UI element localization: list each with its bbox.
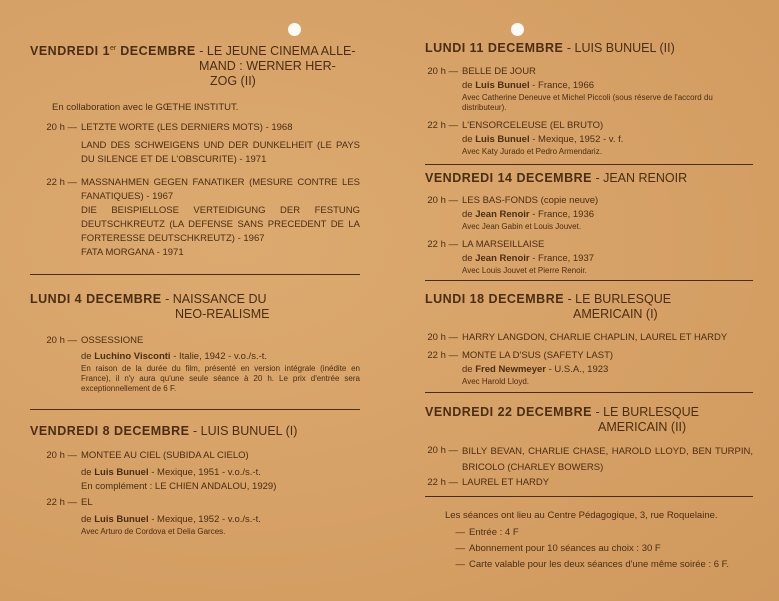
divider [30,409,360,410]
screening-row [425,65,753,113]
heading-date: LUNDI 18 DECEMBRE [425,292,565,306]
cast-note: Avec Arturo de Cordova et Delia Garces. [81,527,226,537]
film-title: BELLE DE JOUR [462,66,536,77]
screening-time: 22 h — [427,239,458,250]
section-dec-8 [30,424,360,537]
collaboration-note: En collaboration avec le GŒTHE INSTITUT. [52,102,239,114]
price-entry: Entrée : 4 F [469,527,519,538]
section-dec-18 [425,292,753,387]
screening-time: 22 h — [427,350,458,361]
divider [425,164,753,165]
film-title: LES BAS-FONDS (copie neuve) [462,195,599,206]
heading-title: - LE JEUNE CINEMA ALLE- [195,44,356,59]
heading-date: VENDREDI 8 DECEMBRE [30,424,190,439]
heading-title: - LE BURLESQUE [591,405,699,419]
film-title: LA MARSEILLAISE [462,239,545,250]
film-title: MONTEE AU CIEL (SUBIDA AL CIELO) [81,450,249,462]
film-title: LAUREL ET HARDY [462,477,550,488]
director-name: Fred Newmeyer [475,364,546,375]
screening-time: 20 h — [427,195,458,206]
heading-date-suffix: er [110,45,117,52]
price-card: Carte valable pour les deux séances d'une même soirée : 6 F. [469,559,730,570]
right-column [425,41,753,573]
screening-row [30,176,360,260]
screening-row [425,476,753,490]
section-dec-11 [425,41,753,157]
director-prefix: de [462,253,476,264]
heading-date: LUNDI 11 DECEMBRE [425,41,564,55]
practical-info [425,509,753,573]
cast-note: Avec Catherine Deneuve et Michel Piccoli (sous réserve de l'accord du distributeur). [462,93,713,112]
screening-row [30,449,360,494]
heading-title-line2: AMERICAIN (II) [598,420,687,434]
heading-title: - LUIS BUNUEL (I) [189,424,298,439]
screening-row [425,194,753,232]
section-heading [425,405,753,435]
screening-time: 20 h — [427,332,458,343]
director-prefix: de [81,351,95,363]
section-heading [425,41,753,56]
heading-title-line2: MAND : WERNER HER- [199,59,336,74]
dash: — [455,543,465,554]
complement-note: En complément : LE CHIEN ANDALOU, 1929) [81,481,277,493]
director-name: Jean Renoir [475,209,530,220]
director-prefix: de [81,467,95,479]
screening-time: 20 h — [46,122,77,134]
screening-row [30,496,360,537]
director-name: Jean Renoir [475,253,530,264]
screening-note: En raison de la durée du film, présenté en version intégrale (inédite en France), il n'y aura qu'une seule séance à 20 h. Le prix d'entrée sera exceptionnellement de 6 F. [81,364,360,394]
heading-date: LUNDI 4 DECEMBRE [30,292,162,307]
director-name: Luis Bunuel [475,80,530,91]
film-info: - France, 1937 [529,253,595,264]
cast-note: Avec Harold Lloyd. [462,377,529,386]
punch-hole-right [511,23,524,36]
punch-hole-left [288,23,301,36]
film-info: - Italie, 1942 - v.o./s.-t. [170,351,268,363]
screening-row [425,444,753,476]
section-heading [425,171,753,186]
section-dec-4 [30,292,360,394]
cast-note: Avec Louis Jouvet et Pierre Renoir. [462,266,587,275]
screening-row [425,349,753,387]
film-title: L'ENSORCELEUSE (EL BRUTO) [462,120,604,131]
film-title: HARRY LANGDON, CHARLIE CHAPLIN, LAUREL ET HARDY [462,332,728,343]
heading-date: VENDREDI 14 DECEMBRE [425,171,592,185]
section-heading [30,424,360,439]
section-heading [30,292,360,322]
heading-date: VENDREDI 22 DECEMBRE [425,405,592,419]
film-title: MONTE LA D'SUS (SAFETY LAST) [462,350,614,361]
section-dec-1 [30,41,360,260]
film-info: - Mexique, 1951 - v.o./s.-t. [148,467,261,479]
film-title: BILLY BEVAN, CHARLIE CHASE, HAROLD LLOYD, BEN TURPIN, BRICOLO (CHARLEY BOWERS) [462,446,753,473]
heading-title: - NAISSANCE DU [161,292,267,307]
section-heading [425,292,753,322]
film-info: - Mexique, 1952 - v. f. [529,134,624,145]
heading-title: - LUIS BUNUEL (II) [563,41,675,55]
venue-info: Les séances ont lieu au Centre Pédagogique, 3, rue Roquelaine. [445,510,718,521]
director-prefix: de [81,514,95,526]
cast-note: Avec Katy Jurado et Pedro Armendariz. [462,147,602,156]
section-dec-14 [425,171,753,276]
cast-note: Avec Jean Gabin et Louis Jouvet. [462,222,582,231]
film-title: OSSESSIONE [81,335,144,347]
film-title: DIE BEISPIELLOSE VERTEIDIGUNG DER FESTUNG DEUTSCHKREUTZ (LA DEFENSE SANS PRECEDENT DE LA FORTERESSE DEUTSCHKREUTZ) - 1967 [81,205,360,245]
section-dec-22 [425,405,753,490]
price-item [445,541,753,557]
director-name: Luis Bunuel [94,514,149,526]
screening-time: 22 h — [46,497,77,509]
film-info: - U.S.A., 1923 [545,364,609,375]
screening-time: 20 h — [427,66,458,77]
director-prefix: de [462,134,476,145]
screening-row [425,119,753,157]
film-title: LETZTE WORTE (LES DERNIERS MOTS) - 1968 [81,122,293,134]
screening-time: 22 h — [427,477,458,488]
film-info: - Mexique, 1952 - v.o./s.-t. [148,514,261,526]
heading-title: - JEAN RENOIR [591,171,688,185]
screening-time: 20 h — [46,450,77,462]
director-prefix: de [462,80,476,91]
heading-title-line2: NEO-REALISME [175,307,270,322]
film-title: EL [81,497,93,509]
screening-time: 20 h — [427,445,458,456]
dash: — [455,559,465,570]
film-info: - France, 1936 [529,209,595,220]
heading-title-line2: AMERICAIN (I) [573,307,658,321]
director-prefix: de [462,364,476,375]
divider [425,280,753,281]
director-prefix: de [462,209,476,220]
director-name: Luis Bunuel [475,134,530,145]
price-subscription: Abonnement pour 10 séances au choix : 30 F [469,543,661,554]
director-name: Luchino Visconti [94,351,171,363]
price-item [445,557,753,573]
heading-title-line3: ZOG (II) [210,74,256,89]
film-title: LAND DES SCHWEIGENS UND DER DUNKELHEIT (LE PAYS DU SILENCE ET DE L'OBSCURITE) - 1971 [81,140,360,166]
screening-row [425,331,753,345]
film-info: - France, 1966 [529,80,595,91]
section-heading [30,41,360,89]
left-column [30,41,360,537]
heading-title: - LE BURLESQUE [564,292,672,306]
film-title: MASSNAHMEN GEGEN FANATIKER (MESURE CONTRE LES FANATIQUES) - 1967 [81,177,360,203]
divider [425,392,753,393]
director-name: Luis Bunuel [94,467,149,479]
divider [30,274,360,275]
screening-row [30,121,360,167]
film-title: FATA MORGANA - 1971 [81,247,184,259]
heading-month: DECEMBRE [116,44,196,59]
screening-time: 22 h — [46,177,77,189]
screening-row [30,334,360,394]
screening-row [425,238,753,276]
dash: — [455,527,465,538]
price-item [445,525,753,541]
screening-time: 20 h — [46,335,77,347]
screening-time: 22 h — [427,120,458,131]
divider [425,496,753,497]
heading-date: VENDREDI 1 [30,44,111,59]
